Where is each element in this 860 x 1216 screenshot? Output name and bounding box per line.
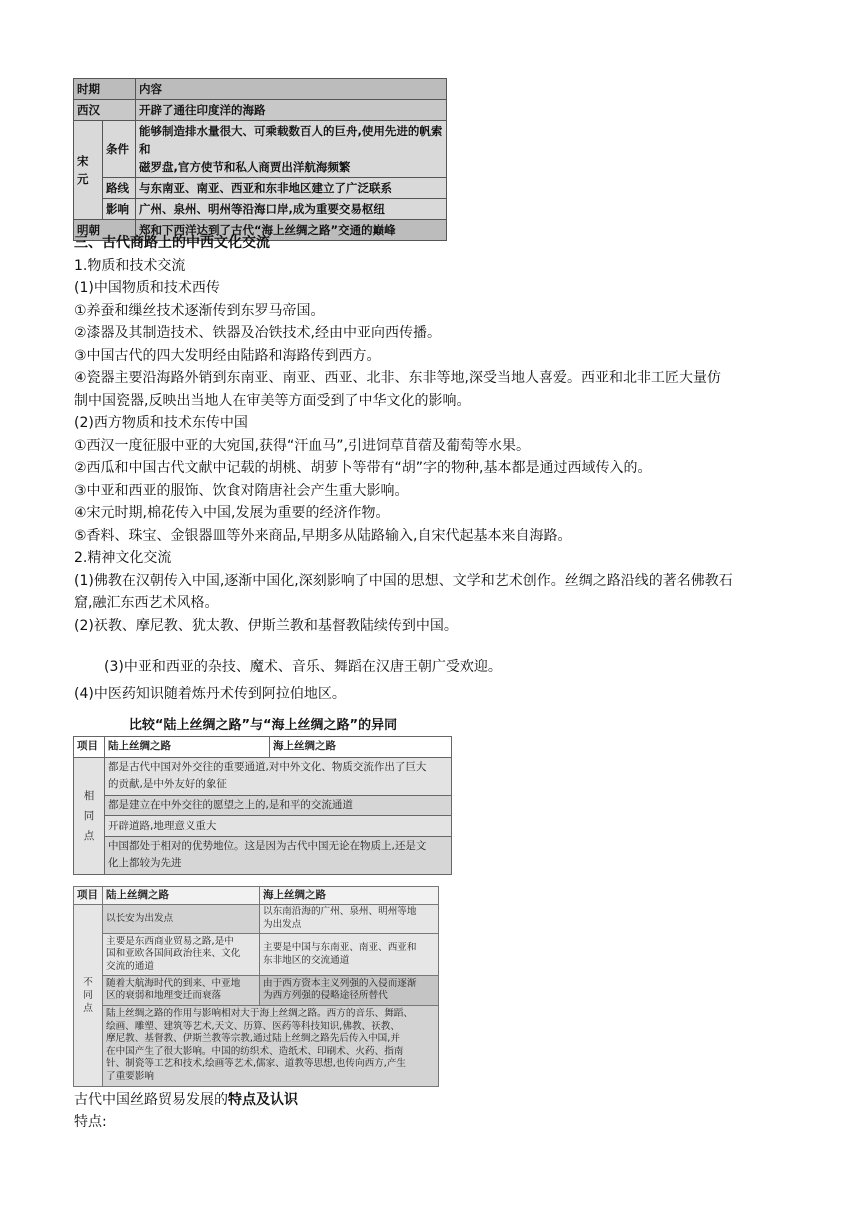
paragraph: (4)中医药知识随着炼丹术传到阿拉伯地区。 [74,686,346,702]
paragraph: ①西汉一度征服中亚的大宛国,获得“汗血马”,引进饲草苜蓿及葡萄等水果。 [74,438,530,454]
paragraph: ④瓷器主要沿海路外销到东南亚、南亚、西亚、北非、东非等地,深受当地人喜爱。西亚和北非工匠大量仿 [74,370,721,386]
table-row [74,121,447,178]
cell-line: 随着大航海时代的到来、中亚地 [106,977,241,989]
row-label-different [74,904,103,1086]
content-cell: 郑和下西洋达到了古代“海上丝绸之路”交通的巅峰 [136,220,447,241]
table-row [74,1005,439,1086]
cell-line: 主要是东西商业贸易之路,是中 [106,935,234,947]
cell-line: 以东南沿海的广州、泉州、明州等地 [263,906,417,918]
table-row [74,816,452,837]
table-row [74,100,447,121]
sublabel-cell: 条件 [103,121,136,178]
content-cell: 广州、泉州、明州等沿海口岸,成为重要交易枢纽 [136,199,447,220]
cell-line: 国和亚欧各国间政治往来、文化 [106,948,241,960]
paragraph: ④宋元时期,棉花传入中国,发展为重要的经济作物。 [74,505,390,521]
closing-line [74,1089,298,1111]
table-row [74,178,447,199]
paragraph: ①养蚕和缫丝技术逐渐传到东罗马帝国。 [74,303,325,319]
cell-line: 东非地区的交流通道 [263,954,350,966]
period-cell: 明朝 [74,220,136,241]
cell-line: 为西方列强的侵略途径所替代 [263,990,388,1002]
label-char: 同 [83,809,95,822]
cell-line: 了重要影响 [106,1070,154,1082]
paragraph: ⑤香料、珠宝、金银器皿等外来商品,早期多从陆路输入,自宋代起基本来自海路。 [74,528,572,544]
table-row [74,199,447,220]
content-cell: 与东南亚、南亚、西亚和东非地区建立了广泛联系 [136,178,447,199]
cell-line: 绘画、雕塑、建筑等艺术,天文、历算、医药等科技知识,佛教、祆教、 [106,1020,400,1032]
cell-line: 为出发点 [263,918,302,930]
cell-line: 针、制瓷等工艺和技术,绘画等艺术,儒家、道教等思想,也传向西方,产生 [106,1058,407,1070]
table-cell [260,976,439,1005]
header-sea: 海上丝绸之路 [260,887,439,905]
table-cell [103,1005,439,1086]
table-cell [105,757,452,795]
label-char: 不 [83,976,93,988]
cell-line: 中国都处于相对的优势地位。这是因为古代中国无论在物质上,还是文 [108,840,427,853]
table-cell [103,976,260,1005]
header-item: 项目 [74,737,105,758]
table-header-row [74,887,439,905]
cell-line: 都是古代中国对外交往的重要通道,对中外文化、物质交流作出了巨大 [108,761,427,774]
header-item: 项目 [74,887,103,905]
table-cell [260,933,439,975]
cell-line: 陆上丝绸之路的作用与影响相对大于海上丝绸之路。西方的音乐、舞蹈、 [106,1008,413,1020]
header-land: 陆上丝绸之路 [103,887,260,905]
cell-line: 由于西方资本主义列强的入侵而逐渐 [263,977,417,989]
subsection-heading: (1)中国物质和技术西传 [74,280,220,296]
label-char: 点 [83,829,95,842]
paragraph: ②西瓜和中国古代文献中记载的胡桃、胡萝卜等带有“胡”字的物种,基本都是通过西域传入的。 [74,460,652,476]
table-header-row [74,79,447,100]
paragraph: ②漆器及其制造技术、铁器及冶铁技术,经由中亚向西传播。 [74,325,441,341]
paragraph: ③中国古代的四大发明经由陆路和海路传到西方。 [74,348,381,364]
sublabel-cell: 路线 [103,178,136,199]
header-sea: 海上丝绸之路 [270,737,452,758]
table-cell [105,836,452,874]
paragraph: 制中国瓷器,反映出当地人在审美等方面受到了中华文化的影响。 [74,393,471,409]
paragraph: ③中亚和西亚的服饰、饮食对隋唐社会产生重大影响。 [74,483,409,499]
label-char: 点 [83,1002,93,1014]
content-line: 能够制造排水量很大、可乘载数百人的巨舟,使用先进的帆索和 [139,124,443,156]
subsection-heading: 1.物质和技术交流 [74,258,186,274]
cell-line: 区的衰弱和地理变迁而衰落 [106,990,222,1002]
table-cell [103,933,260,975]
row-label-same [74,757,105,874]
content-cell [136,121,447,178]
label-char: 同 [83,989,93,1001]
content-cell: 开辟了通往印度洋的海路 [136,100,447,121]
table-cell [260,904,439,933]
table-row [74,933,439,975]
similarities-table [73,736,452,875]
cell-line: 的贡献,是中外友好的象征 [108,778,227,791]
cell-line: 主要是中国与东南亚、南亚、西亚和 [263,942,417,954]
table-cell: 以长安为出发点 [103,904,260,933]
sublabel-cell: 影响 [103,199,136,220]
period-cell: 宋元 [74,121,103,220]
cell-line: 交流的通道 [106,960,154,972]
label-char: 相 [83,789,95,802]
subsection-heading: 2.精神文化交流 [74,550,172,566]
table-row [74,976,439,1005]
table-cell: 开辟道路,地理意义重大 [105,816,452,837]
table-header-row [74,737,452,758]
cell-line: 化上都较为先进 [108,857,182,870]
cell-line: 在中国产生了很大影响。中国的纺织术、造纸术、印刷术、火药、指南 [106,1045,404,1057]
paragraph: 窟,融汇东西艺术风格。 [74,595,219,611]
paragraph: (3)中亚和西亚的杂技、魔术、音乐、舞蹈在汉唐王朝广受欢迎。 [104,659,502,675]
cell-line: 摩尼教、基督教、伊斯兰教等宗教,通过陆上丝绸之路先后传入中国,并 [106,1033,400,1045]
closing-text: 古代中国丝路贸易发展的 [74,1092,228,1108]
table-row [74,795,452,816]
content-line: 磁罗盘,官方使节和私人商贾出洋航海频繁 [139,160,351,174]
table-row [74,904,439,933]
closing-label: 特点: [74,1114,107,1130]
table-row [74,836,452,874]
header-content: 内容 [136,79,447,100]
paragraph: (2)祆教、摩尼教、犹太教、伊斯兰教和基督教陆续传到中国。 [74,618,458,634]
table-row [74,757,452,795]
closing-bold-text: 特点及认识 [228,1092,298,1108]
maritime-route-table [73,78,447,241]
comparison-table-title: 比较“陆上丝绸之路”与“海上丝绸之路”的异同 [128,718,398,733]
header-land: 陆上丝绸之路 [105,737,270,758]
subsection-heading: (2)西方物质和技术东传中国 [74,415,248,431]
header-period: 时期 [74,79,136,100]
differences-table [73,886,439,1087]
section-heading: 三、古代商路上的中西文化交流 [74,235,270,251]
period-cell: 西汉 [74,100,136,121]
table-cell: 都是建立在中外交往的愿望之上的,是和平的交流通道 [105,795,452,816]
paragraph: (1)佛教在汉朝传入中国,逐渐中国化,深刻影响了中国的思想、文学和艺术创作。丝绸之路沿线的著名佛教石 [74,573,733,589]
